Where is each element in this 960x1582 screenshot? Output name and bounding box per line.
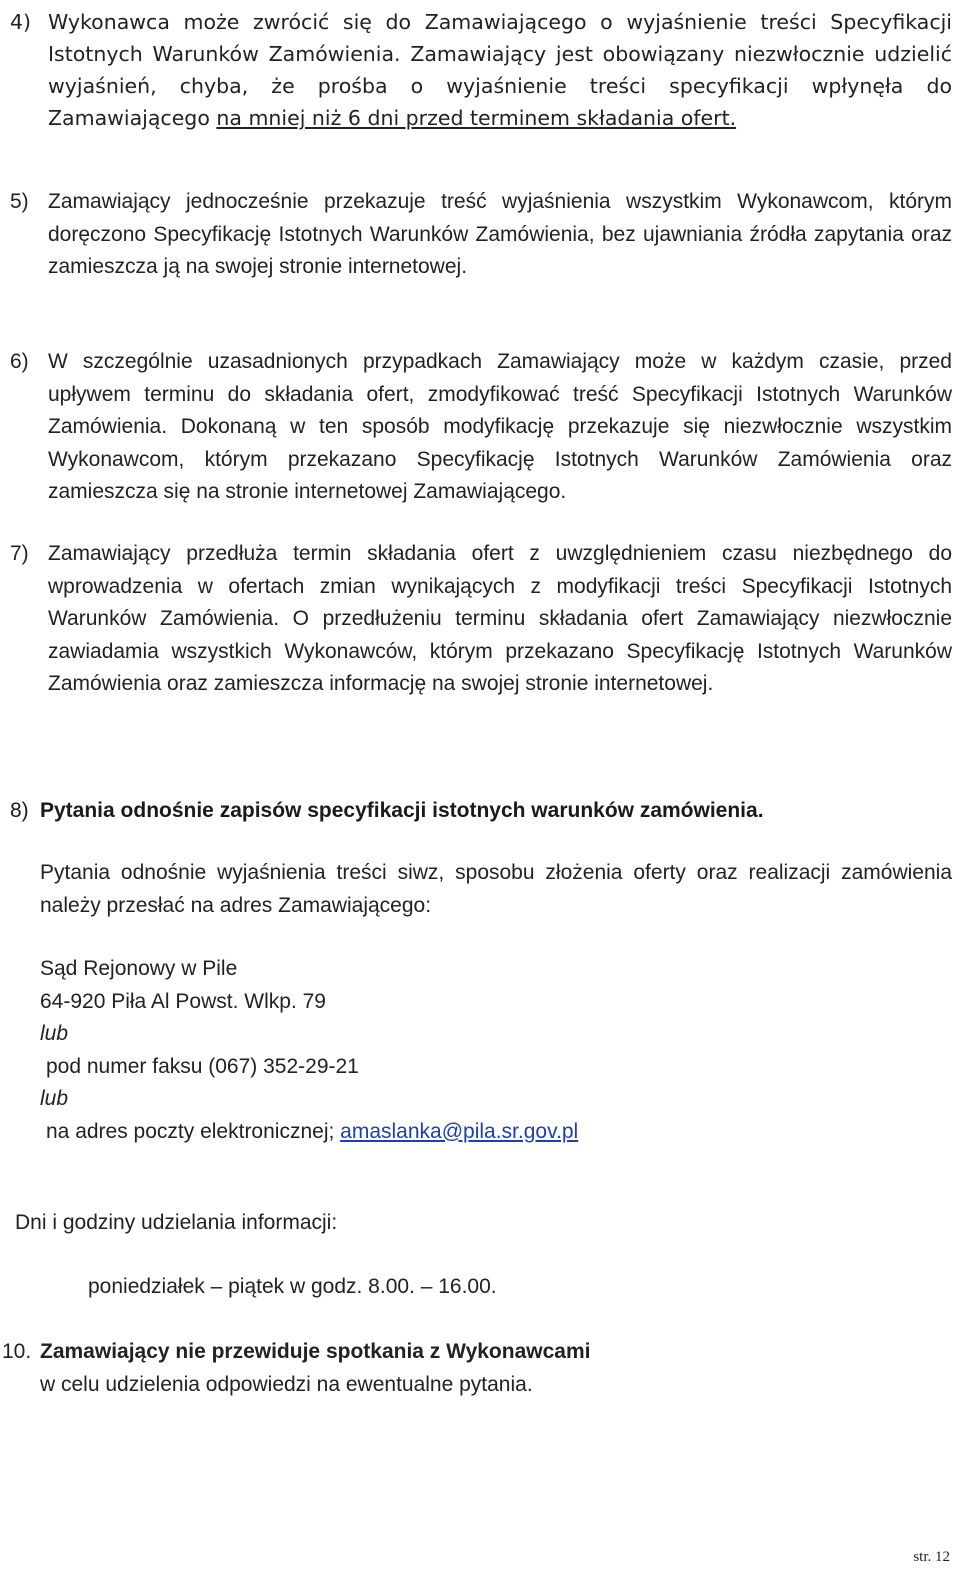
- section-item-7: [10, 538, 952, 701]
- item-4-text: [48, 6, 952, 134]
- hours-title: Dni i godziny udzielania informacji:: [15, 1211, 338, 1234]
- item-7-text: Zamawiający przedłuża termin składania ofert z uwzględnieniem czasu niezbędnego do wprowadzenia w ofertach zmian wynikających z modyfikacji treści Specyfikacji Istotnych Warunków Zamówienia. O przedłużeniu terminu składania ofert Zamawiający niezwłocznie zawiadamia wszystkich Wykonawców, którym przekazano Specyfikację Istotnych Warunków Zamówienia oraz zamieszcza informację na swojej stronie internetowej.: [48, 542, 952, 695]
- item-5-number: 5): [10, 190, 29, 213]
- item-6-number: 6): [10, 350, 29, 373]
- item-10-number: 10.: [2, 1340, 32, 1363]
- page-number: str. 12: [913, 1549, 950, 1565]
- item-6-text: W szczególnie uzasadnionych przypadkach Zamawiający może w każdym czasie, przed upływem terminu do składania ofert, zmodyfikować treść Specyfikacji Istotnych Warunków Zamówienia. Dokonaną w ten sposób modyfikację przekazuje się niezwłocznie wszystkim Wykonawcom, którym przekazano Specyfikację Istotnych Warunków Zamówienia oraz zamieszcza się na stronie internetowej Zamawiającego.: [48, 350, 952, 503]
- section-item-10: [0, 1336, 950, 1401]
- item-10-text: w celu udzielenia odpowiedzi na ewentualne pytania.: [40, 1372, 533, 1396]
- address-line-1: Sąd Rejonowy w Pile: [40, 957, 238, 980]
- item-5-text: Zamawiający jednocześnie przekazuje treść wyjaśnienia wszystkim Wykonawcom, którym doręczono Specyfikację Istotnych Warunków Zamówienia, bez ujawniania źródła zapytania oraz zamieszcza ją na swojej stronie internetowej.: [48, 190, 952, 278]
- section-item-5: [10, 186, 952, 284]
- fax-line: pod numer faksu (067) 352-29-21: [46, 1054, 359, 1078]
- item-7-number: 7): [10, 542, 29, 565]
- item-4-main-text: Wykonawca może zwrócić się do Zamawiającego o wyjaśnienie treści Specyfikacji Istotnych Warunków Zamówienia. Zamawiający jest obowiązany niezwłocznie udzielić wyjaśnień, chyba, że prośba o wyjaśnienie treści specyfikacji wpłynęła do Zamawiającego: [48, 10, 952, 130]
- email-line: [40, 1116, 952, 1149]
- or-label-1: lub: [40, 1022, 69, 1045]
- item-10-heading: Zamawiający nie przewiduje spotkania z Wykonawcami: [40, 1340, 591, 1363]
- section-item-6: [10, 346, 952, 509]
- item-4-underlined-text: na mniej niż 6 dni przed terminem składania ofert.: [216, 106, 737, 130]
- item-4-number: 4): [10, 10, 32, 34]
- hours-text: poniedziałek – piątek w godz. 8.00. – 16.00.: [88, 1275, 497, 1298]
- item-8-number: 8): [10, 799, 29, 822]
- email-link[interactable]: amaslanka@pila.sr.gov.pl: [340, 1119, 579, 1143]
- questions-paragraph: Pytania odnośnie wyjaśnienia treści siwz, sposobu złożenia oferty oraz realizacji zamówienia należy przesłać na adres Zamawiającego:: [40, 861, 952, 917]
- section-item-4: [10, 6, 952, 134]
- item-8-heading: Pytania odnośnie zapisów specyfikacji istotnych warunków zamówienia.: [40, 799, 764, 822]
- email-prefix: na adres poczty elektronicznej;: [46, 1119, 341, 1143]
- section-item-8: [10, 795, 952, 827]
- or-label-2: lub: [40, 1087, 69, 1110]
- contact-address-block: [40, 953, 952, 1148]
- address-line-2: 64-920 Piła Al Powst. Wlkp. 79: [40, 989, 326, 1013]
